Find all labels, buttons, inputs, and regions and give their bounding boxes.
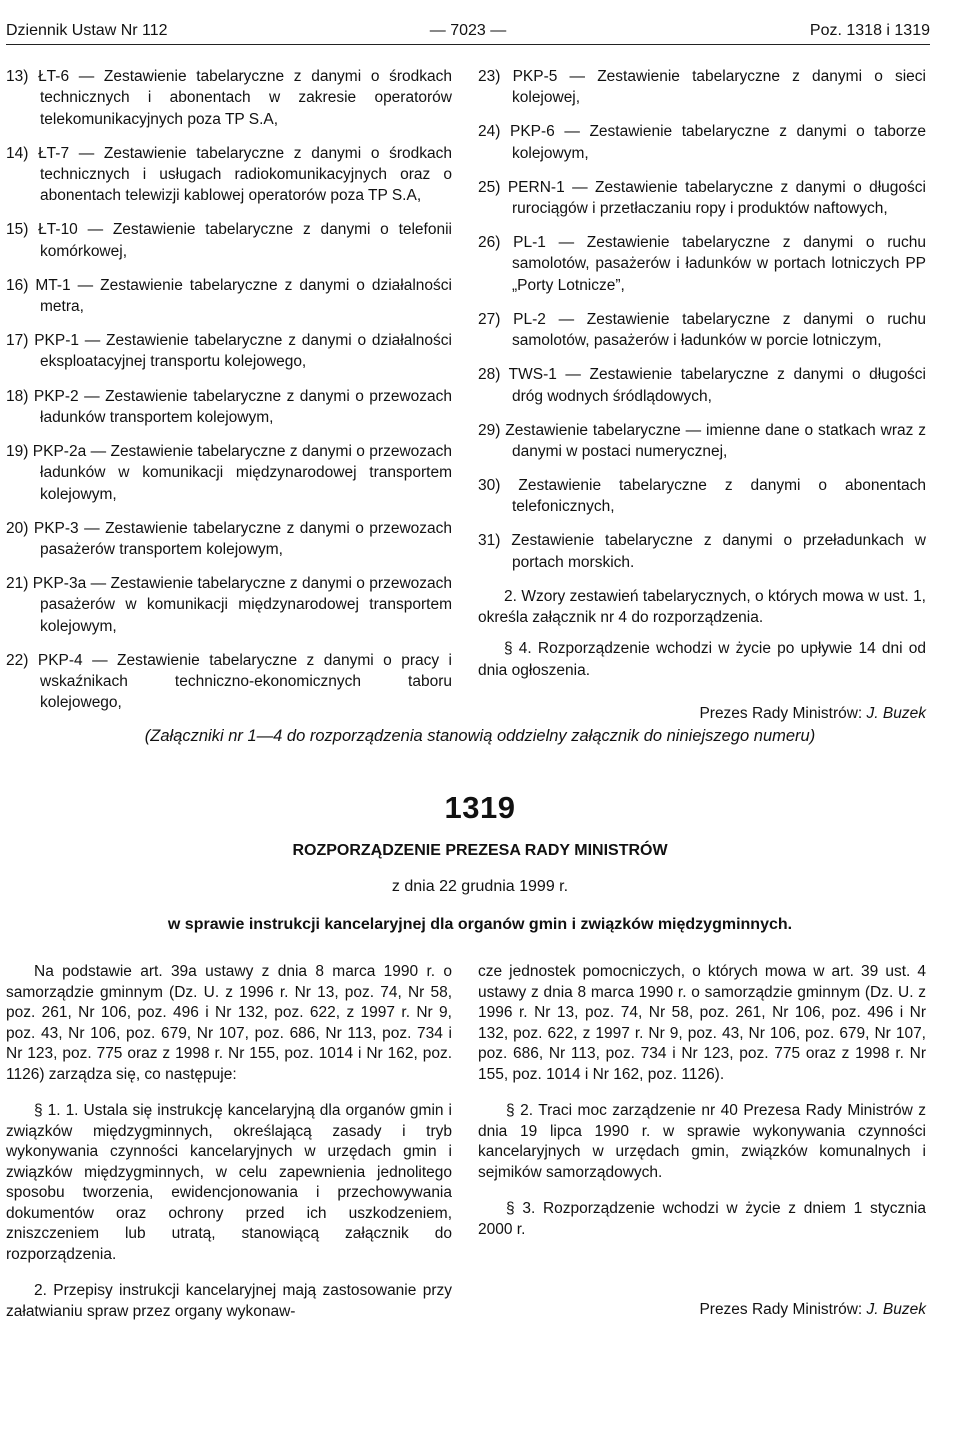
act-number: 1319 (444, 790, 516, 825)
list-column-left (6, 66, 452, 726)
paragraph-section-2: § 2. Traci moc zarządzenie nr 40 Prezesa Rady Ministrów z dnia 19 lipca 1990 r. w sprawie wykonywania czynności kancelaryjnych w urzędach gmin, związków komunalnych i sejmików samorządowych. (478, 1102, 926, 1181)
list-item: 29) Zestawienie tabelaryczne — imienne dane o statkach wraz z danymi w postaci numerycznej, (478, 421, 927, 460)
paragraph-section-3: § 3. Rozporządzenie wchodzi w życie z dniem 1 stycznia 2000 r. (478, 1200, 926, 1238)
list-item: 18) PKP-2 — Zestawienie tabelaryczne z danymi o przewozach ładunków transportem kolejowym, (6, 387, 453, 426)
position-reference: Poz. 1318 i 1319 (809, 22, 930, 39)
body-column-right (478, 962, 926, 1321)
list-item: 24) PKP-6 — Zestawienie tabelaryczne z danymi o taborze kolejowym, (478, 123, 926, 162)
list-item: 27) PL-2 — Zestawienie tabelaryczne z danymi o ruchu samolotów, pasażerów i ładunków w porcie lotniczym, (478, 310, 926, 350)
page-header (6, 18, 930, 45)
list-item: 14) ŁT-7 — Zestawienie tabelaryczne z danymi o środkach technicznych i usługach radiokomunikacyjnych oraz o abonentach telewizji kablowej operatorów poza TP S.A, (6, 144, 452, 205)
paragraph-legal-basis: Na podstawie art. 39a ustawy z dnia 8 marca 1990 r. o samorządzie gminnym (Dz. U. z 1996 r. Nr 13, poz. 74, Nr 58, poz. 261, Nr 106, poz. 496 i Nr 132, poz. 622, z 1997 r. Nr 9, poz. 43, Nr 106, poz. 679, Nr 107, poz. 686, Nr 113, poz. 734 i Nr 123, poz. 775 oraz z 1998 r. Nr 155, poz. 1014 i Nr 162, poz. 1126) zarządza się, co następuje: (6, 963, 452, 1083)
body-column-left (6, 962, 452, 1338)
paragraph-section-1: § 1. 1. Ustala się instrukcję kancelaryjną dla organów gmin i związków międzygminnych, określającą zasady i tryb wykonywania czynności kancelaryjnych w urzędach gmin i związków międzygminnych, w celu zapewnienia jednolitego sposobu tworzenia, ewidencjonowania i przechowywania dokumentów oraz ochrony przed ich uszkodzeniem, zniszczeniem lub utratą, stanowiącą załącznik do rozporządzenia. (6, 1102, 452, 1263)
list-item: 21) PKP-3a — Zestawienie tabelaryczne z danymi o przewozach pasażerów w komunikacji międzynarodowej transportem kolejowym, (6, 575, 452, 635)
paragraph-continuation: cze jednostek pomocniczych, o których mowa w art. 39 ust. 4 ustawy z dnia 8 marca 1990 r. o samorządzie gminnym (Dz. U. z 1996 r. Nr 13, poz. 74, Nr 58, poz. 261, Nr 106, poz. 496 i Nr 132, poz. 622, z 1997 r. Nr 9, poz. 43, Nr 106, poz. 679, Nr 107, poz. 686, Nr 113, poz. 734 i Nr 123, poz. 775 oraz z 1998 r. Nr 155, poz. 1014 i Nr 162, poz. 1126). (478, 963, 926, 1083)
list-item: 23) PKP-5 — Zestawienie tabelaryczne z danymi o sieci kolejowej, (478, 68, 926, 107)
signature: Prezes Rady Ministrów: J. Buzek (699, 1301, 926, 1318)
signature: Prezes Rady Ministrów: J. Buzek (699, 705, 926, 722)
list-item: 22) PKP-4 — Zestawienie tabelaryczne z danymi o pracy i wskaźnikach techniczno-ekonomicznych taboru kolejowego, (6, 651, 452, 712)
list-item: 19) PKP-2a — Zestawienie tabelaryczne z danymi o przewozach ładunków w komunikacji międzynarodowej transportem kolejowym, (6, 442, 452, 503)
list-item: 13) ŁT-6 — Zestawienie tabelaryczne z danymi o środkach technicznych i abonentach w zakresie operatorów telekomunikacyjnych poza TP S.A, (6, 68, 452, 128)
list-item: 20) PKP-3 — Zestawienie tabelaryczne z danymi o przewozach pasażerów transportem kolejowym, (6, 519, 453, 558)
attachments-note: (Załączniki nr 1—4 do rozporządzenia stanowią oddzielny załącznik do niniejszego numeru) (144, 727, 816, 745)
act-subject: w sprawie instrukcji kancelaryjnej dla organów gmin i związków międzygminnych. (167, 916, 793, 933)
list-item: 25) PERN-1 — Zestawienie tabelaryczne z danymi o długości rurociągów i przetłaczaniu ropy i produktów naftowych, (478, 178, 926, 218)
journal-title: Dziennik Ustaw Nr 112 (6, 22, 168, 39)
page-number: — 7023 — (429, 22, 507, 39)
list-item: 17) PKP-1 — Zestawienie tabelaryczne z danymi o działalności eksploatacyjnej transportu kolejowego, (6, 332, 452, 371)
paragraph-entry-into-force: § 4. Rozporządzenie wchodzi w życie po upływie 14 dni od dnia ogłoszenia. (478, 640, 926, 679)
paragraph-templates: 2. Wzory zestawień tabelarycznych, o których mowa w ust. 1, określa załącznik nr 4 do rozporządzenia. (478, 587, 926, 627)
list-item: 28) TWS-1 — Zestawienie tabelaryczne z danymi o długości dróg wodnych śródlądowych, (478, 366, 926, 405)
list-item: 15) ŁT-10 — Zestawienie tabelaryczne z danymi o telefonii komórkowej, (6, 221, 452, 260)
act-title: ROZPORZĄDZENIE PREZESA RADY MINISTRÓW (292, 842, 668, 859)
list-item: 31) Zestawienie tabelaryczne z danymi o przeładunkach w portach morskich. (478, 532, 926, 571)
list-item: 16) MT-1 — Zestawienie tabelaryczne z danymi o działalności metra, (6, 276, 452, 316)
act-date: z dnia 22 grudnia 1999 r. (391, 878, 569, 895)
list-item: 26) PL-1 — Zestawienie tabelaryczne z danymi o ruchu samolotów, pasażerów i ładunków w portach lotniczych PP „Porty Lotnicze”, (478, 234, 926, 294)
list-column-right (478, 66, 926, 724)
paragraph-section-1-2: 2. Przepisy instrukcji kancelaryjnej mają zastosowanie przy załatwianiu spraw przez organy wykonaw- (6, 1282, 452, 1320)
list-item: 30) Zestawienie tabelaryczne z danymi o abonentach telefonicznych, (478, 477, 927, 516)
